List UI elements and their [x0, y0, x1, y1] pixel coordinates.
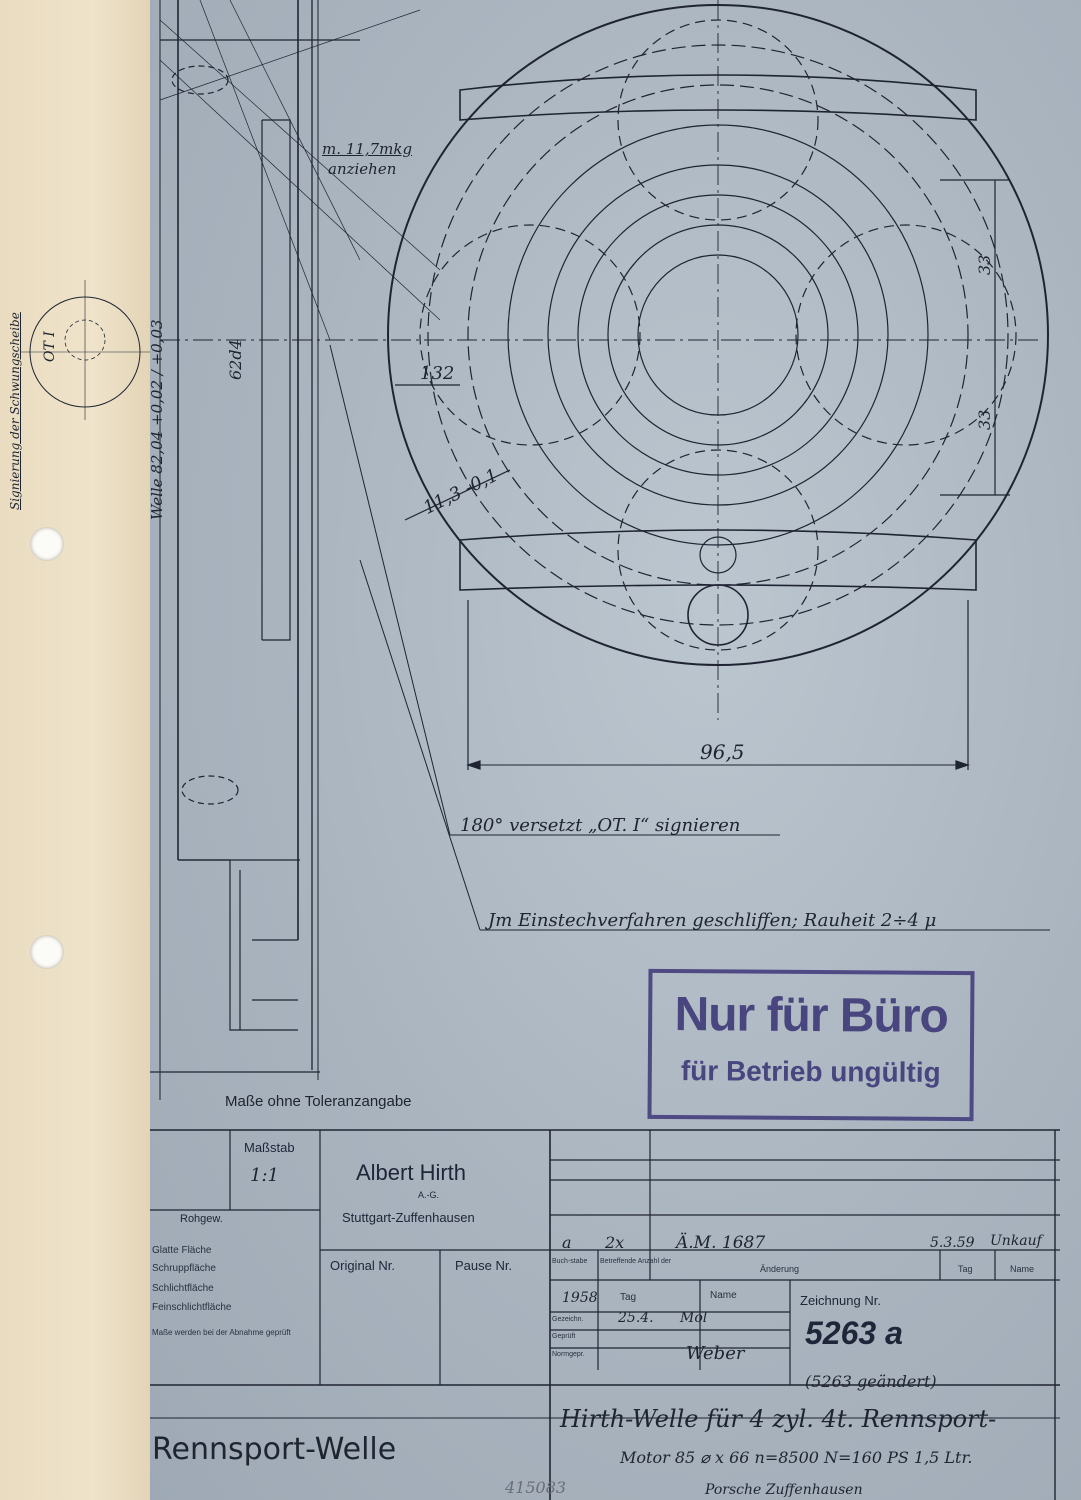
tolerance-note: Maße ohne Toleranzangabe	[225, 1093, 412, 1110]
surface-glatte: Glatte Fläche	[152, 1245, 212, 1256]
row-drawn-label: Gezeichn.	[552, 1316, 584, 1323]
revision-change-number: Ä.M. 1687	[676, 1233, 766, 1253]
offset-signing-note: 180° versetzt „OT. I“ signieren	[460, 815, 741, 836]
revision-header-day: Tag	[958, 1264, 973, 1274]
surface-schlicht: Schlichtfläche	[152, 1283, 214, 1294]
dimension-33-bottom: 33	[975, 409, 994, 430]
scale-label: Maßstab	[244, 1140, 295, 1155]
tighten-instruction-label: anziehen	[328, 160, 397, 178]
archive-number: 415083	[505, 1478, 567, 1497]
description-line-2: Motor 85 ⌀ x 66 n=8500 N=160 PS 1,5 Ltr.	[620, 1448, 973, 1467]
surface-schrupp: Schruppfläche	[152, 1263, 216, 1274]
surface-feinschlicht: Feinschlichtfläche	[152, 1302, 232, 1313]
margin-signing-note: Signierung der Schwungscheibe	[8, 312, 22, 510]
flange-front-view	[388, 0, 1048, 770]
archive-note: Porsche Zuffenhausen	[705, 1482, 863, 1498]
ot-label: OT I	[42, 331, 58, 362]
dimension-33-top: 33	[975, 254, 994, 275]
changed-from-note: (5263 geändert)	[805, 1372, 937, 1391]
original-nr-label: Original Nr.	[330, 1258, 396, 1273]
dimension-62: 62d4	[226, 339, 245, 380]
drawn-by-signature: Mol	[680, 1310, 708, 1326]
row-norm-label: Normgepr.	[552, 1351, 585, 1358]
revision-header-count: Betreffende Anzahl der	[600, 1258, 672, 1265]
tighten-torque-label: m. 11,7mkg	[322, 140, 413, 158]
stamp-line-1: Nur für Büro	[674, 988, 949, 1043]
raw-weight-label: Rohgew.	[180, 1213, 223, 1225]
inspection-note: Maße werden bei der Abnahme geprüft	[152, 1328, 291, 1337]
revision-letter: a	[562, 1233, 572, 1252]
drawn-year: 1958	[562, 1290, 598, 1306]
description-line-1: Hirth-Welle für 4 zyl. 4t. Rennsport-	[560, 1405, 997, 1433]
checked-by-signature: Weber	[686, 1343, 745, 1364]
day-header: Tag	[620, 1292, 637, 1303]
company-ag: A.-G.	[418, 1190, 440, 1200]
company-location: Stuttgart-Zuffenhausen	[342, 1210, 475, 1225]
revision-header-name: Name	[1010, 1264, 1035, 1274]
name-header: Name	[710, 1290, 737, 1301]
revision-signature: Unkauf	[990, 1233, 1042, 1249]
grinding-note: Jm Einstechverfahren geschliffen; Rauheit 2÷4 μ	[488, 910, 937, 931]
drawing-number: 5263 a	[805, 1315, 903, 1351]
revision-date: 5.3.59	[930, 1235, 975, 1251]
dimension-113: 11,3 -0,1	[420, 464, 502, 519]
drawn-day: 25.4.	[618, 1310, 654, 1326]
pause-nr-label: Pause Nr.	[455, 1258, 513, 1273]
shaft-diameter-label: Welle 82,04 +0,02 / +0,03	[148, 319, 166, 520]
revision-count: 2x	[605, 1233, 625, 1252]
office-only-stamp	[647, 969, 974, 1121]
part-title: Rennsport-Welle	[152, 1432, 397, 1467]
revision-header-letter: Buch-stabe	[552, 1258, 588, 1265]
revision-header-change: Änderung	[760, 1264, 800, 1274]
stamp-line-2: für Betrieb ungültig	[680, 1055, 941, 1088]
dimension-132: 132	[420, 363, 455, 384]
drawing-number-label: Zeichnung Nr.	[800, 1293, 881, 1308]
scale-value: 1:1	[250, 1165, 279, 1186]
row-checked-label: Geprüft	[552, 1333, 576, 1340]
company-name: Albert Hirth	[356, 1160, 467, 1185]
dimension-965: 96,5	[700, 740, 745, 764]
